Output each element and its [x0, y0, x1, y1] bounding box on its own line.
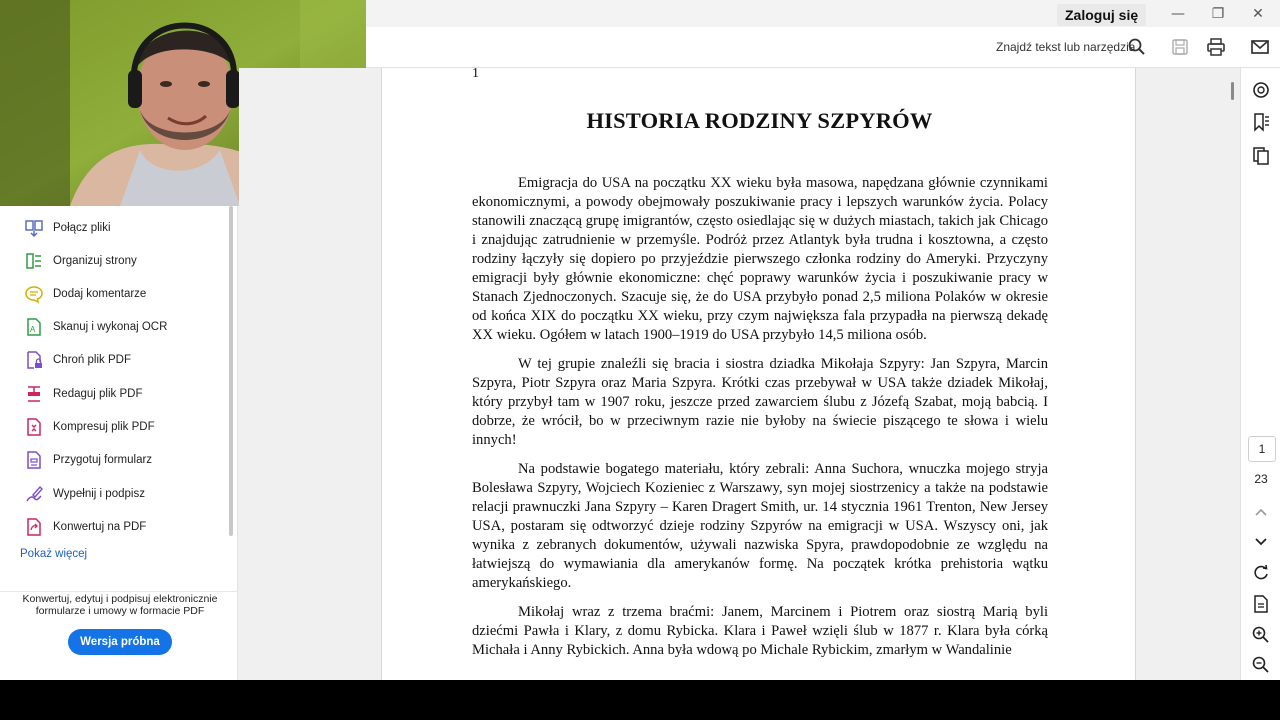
chevron-down-icon[interactable] — [1251, 531, 1271, 551]
show-more-link[interactable]: Pokaż więcej — [20, 548, 88, 560]
tool-add-comments[interactable] — [24, 282, 224, 306]
refresh-icon[interactable] — [1251, 563, 1271, 583]
organize-pages-icon — [24, 251, 44, 271]
search-icon[interactable] — [1127, 37, 1147, 57]
tool-label: Skanuj i wykonaj OCR — [53, 321, 168, 333]
close-button[interactable]: ✕ — [1252, 6, 1264, 22]
chevron-up-icon[interactable] — [1251, 502, 1271, 522]
maximize-button[interactable]: ❐ — [1211, 6, 1225, 22]
protect-icon — [24, 350, 44, 370]
zoom-in-icon[interactable] — [1251, 625, 1271, 645]
zoom-out-icon[interactable] — [1251, 655, 1271, 675]
tool-label: Kompresuj plik PDF — [53, 421, 155, 433]
prepare-form-icon — [24, 450, 44, 470]
total-pages-label: 23 — [1254, 472, 1268, 486]
mail-icon[interactable] — [1250, 37, 1270, 57]
black-bottom-bar — [0, 680, 1280, 720]
tool-fill-sign[interactable] — [24, 482, 224, 506]
ai-assistant-icon[interactable] — [1251, 80, 1271, 100]
tool-label: Organizuj strony — [53, 255, 137, 267]
toolbar — [366, 27, 1280, 68]
tool-label: Redaguj plik PDF — [53, 388, 143, 400]
tools-panel-scrollbar[interactable] — [229, 206, 233, 536]
tool-label: Chroń plik PDF — [53, 354, 131, 366]
tool-combine-files[interactable] — [24, 216, 224, 240]
tool-label: Dodaj komentarze — [53, 288, 147, 300]
trial-promo — [0, 591, 238, 680]
tool-compress-pdf[interactable] — [24, 415, 224, 439]
current-page-input[interactable]: 1 — [1248, 436, 1276, 462]
document-body — [472, 174, 1048, 670]
scan-ocr-icon — [24, 317, 44, 337]
combine-files-icon — [24, 218, 44, 238]
tool-label: Konwertuj na PDF — [53, 521, 147, 533]
paragraph: Emigracja do USA na początku XX wieku była masowa, napędzana głównie czynnikami ekonomicznymi, a powody obejmowały poszukiwanie pracy i lepszych warunków życia. Polacy stanowili znaczącą grupę imigrantów, często osiedlając się w dużych miastach, takich jak Chicago i znajdując zatrudnienie w przemyśle. Podróż przez Atlantyk była trudna i kosztowna, a często rodziny łączyły się dopiero po przyjeździe pierwszego członka rodziny do Ameryki. Przyczyny emigracji były głównie ekonomiczne: chęć poprawy warunków życia i poszukiwanie pracy w Stanach Zjednoczonych. Szacuje się, że do USA przybyło ponad 2,5 miliona Polaków w okresie od końca XIX do początku XX wieku, przy czym największa fala przypadła na pierwszą dekadę XX wieku. Ogółem w latach 1900–1919 do USA przybyło 14,5 miliona osób. — [472, 175, 1048, 343]
convert-pdf-icon — [24, 517, 44, 537]
title-bar — [366, 0, 1280, 27]
tool-organize-pages[interactable] — [24, 249, 224, 273]
tools-panel — [0, 206, 238, 680]
tool-prepare-form[interactable] — [24, 448, 224, 472]
compress-icon — [24, 417, 44, 437]
right-rail — [1240, 68, 1280, 680]
paragraph: Na podstawie bogatego materiału, który zebrali: Anna Suchora, wnuczka mojego stryja Bolesława Szpyry, Wojciech Kozieniec z Warszawy, syn mojej siostrzenicy a także na podstawie relacji prawnuczki Jana Szpyry – Karen Dragert Smith, ur. 14 stycznia 1961 Trenton, New Jersey USA, postaram się odtworzyć dzieje rodziny Szpyrów na emigracji w USA. Wszyscy oni, jak wynika z zebranych dokumentów, używali nazwiska Spyra, prawdopodobnie ze względu na łatwiejszą do wymawiania dla amerykanów formę. Na początek krótka prehistoria wątku amerykańskiego. — [472, 461, 1048, 591]
trial-button[interactable]: Wersja próbna — [68, 629, 172, 655]
tool-protect-pdf[interactable] — [24, 348, 224, 372]
tool-convert-pdf[interactable] — [24, 515, 224, 539]
svg-text:A: A — [30, 325, 36, 334]
page-number-label: 1 — [472, 68, 479, 81]
document-viewport[interactable] — [239, 68, 1240, 680]
tool-scan-ocr[interactable] — [24, 315, 224, 339]
page-fit-icon[interactable] — [1251, 594, 1271, 614]
redact-icon — [24, 384, 44, 404]
find-tools-label[interactable]: Znajdź tekst lub narzędzia — [996, 40, 1136, 54]
document-title: HISTORIA RODZINY SZPYRÓW — [586, 108, 933, 133]
document-scrollbar[interactable] — [1231, 82, 1234, 100]
tool-label: Połącz pliki — [53, 222, 111, 234]
tool-label: Przygotuj formularz — [53, 454, 153, 466]
comment-icon — [24, 284, 44, 304]
bookmark-icon[interactable] — [1251, 112, 1271, 132]
promo-text: Konwertuj, edytuj i podpisuj elektronicznie formularze i umowy w formacie PDF — [22, 593, 218, 617]
fill-sign-icon — [24, 484, 44, 504]
print-icon[interactable] — [1206, 37, 1226, 57]
paragraph: Mikołaj wraz z trzema braćmi: Janem, Marcinem i Piotrem oraz siostrą Marią byli dziećmi Pawła i Klary, z domu Rybicka. Klara i Paweł wzięli ślub w 1877 r. Klara była córką Michała i Anny Rybickich. Anna była wdową po Michale Rybickim, zmarłym w Wandalinie — [472, 604, 1048, 658]
paragraph: W tej grupie znaleźli się bracia i siostra dziadka Mikołaja Szpyry: Jan Szpyra, Marcin Szpyra, Piotr Szpyra oraz Maria Szpyra. Krótki czas przebywał w USA także dziadek Mikołaj, który przybył tam w 1907 roku, jeszcze przed zawarciem ślubu z Józefą Szabat, moją babcią. I dobrze, że wrócił, bo w przeciwnym razie nie byłoby na świecie piszącego te słowa i wielu innych! — [472, 356, 1048, 448]
pdf-page — [381, 68, 1136, 680]
copy-pages-icon[interactable] — [1251, 146, 1271, 166]
tool-redact-pdf[interactable] — [24, 382, 224, 406]
minimize-button[interactable]: — — [1171, 6, 1185, 22]
save-icon[interactable] — [1170, 37, 1190, 57]
login-button[interactable]: Zaloguj się — [1057, 4, 1146, 26]
tool-label: Wypełnij i podpisz — [53, 488, 145, 500]
